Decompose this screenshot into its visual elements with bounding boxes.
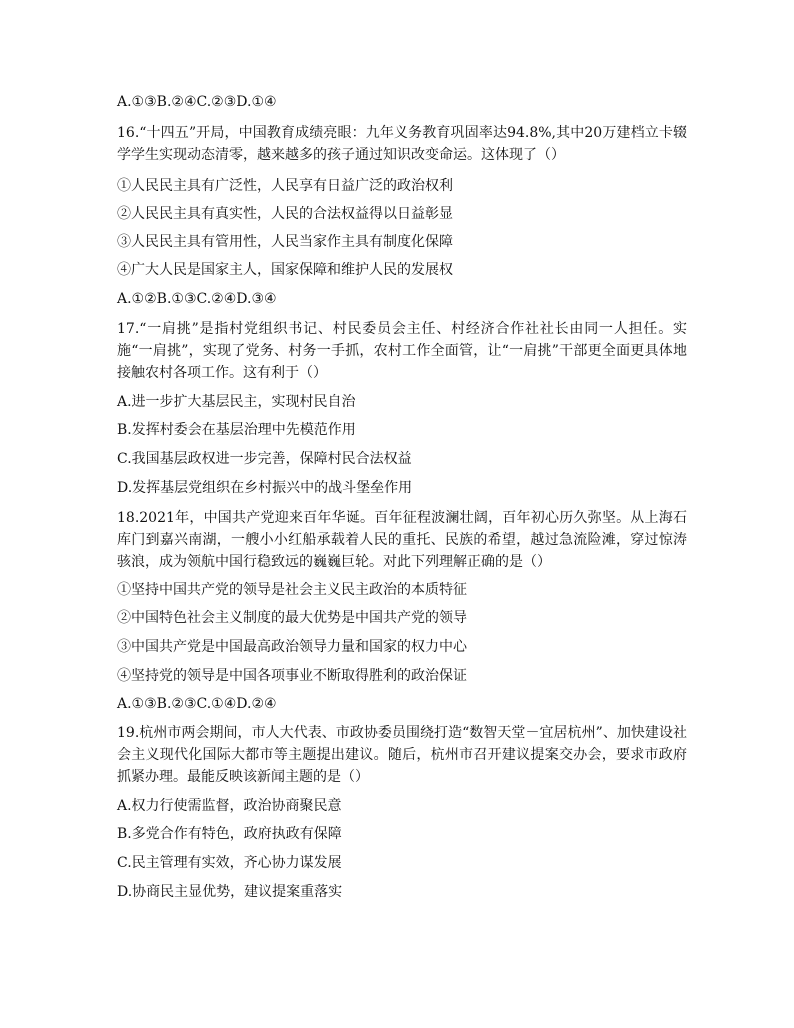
q19-option-b: B.多党合作有特色，政府执政有保障: [117, 826, 342, 842]
q16-statement-4: ④广大人民是国家主人，国家保障和维护人民的发展权: [117, 262, 453, 278]
q15-options: A.①③B.②④C.②③D.①④: [117, 94, 277, 110]
q16-statement-3: ③人民民主具有管用性，人民当家作主具有制度化保障: [117, 234, 453, 250]
q16-options: A.①②B.①③C.②④D.③④: [117, 291, 277, 307]
q17-option-a: A.进一步扩大基层民主，实现村民自治: [117, 394, 356, 410]
q18-statement-2: ②中国特色社会主义制度的最大优势是中国共产党的领导: [117, 610, 467, 626]
q17-option-c: C.我国基层政权进一步完善，保障村民合法权益: [117, 451, 412, 467]
q16-statement-1: ①人民民主具有广泛性，人民享有日益广泛的政治权利: [117, 178, 453, 194]
q19-option-d: D.协商民主显优势，建议提案重落实: [117, 884, 343, 900]
q18-statement-1: ①坚持中国共产党的领导是社会主义民主政治的本质特征: [117, 582, 467, 598]
q18-options: A.①③B.②③C.①④D.②④: [117, 696, 277, 712]
q18-stem: 18.2021年，中国共产党迎来百年华诞。百年征程波澜壮阔，百年初心历久弥坚。从上海石库门到嘉兴南湖，一艘小小红船承载着人民的重托、民族的希望，越过急流险滩，穿过惊涛骇浪，成为领航中国行稳致远的巍巍巨轮。对此下列理解正确的是（）: [117, 510, 687, 570]
q18-statement-3: ③中国共产党是中国最高政治领导力量和国家的权力中心: [117, 639, 467, 655]
q17-option-d: D.发挥基层党组织在乡村振兴中的战斗堡垒作用: [117, 480, 413, 496]
q18-statement-4: ④坚持党的领导是中国各项事业不断取得胜利的政治保证: [117, 668, 467, 684]
q16-stem: 16.“十四五”开局，中国教育成绩亮眼：九年义务教育巩固率达94.8%,其中20万建档立卡辍学学生实现动态清零，越来越多的孩子通过知识改变命运。这体现了（）: [117, 125, 687, 163]
q19-option-c: C.民主管理有实效，齐心协力谋发展: [117, 855, 342, 871]
q19-option-a: A.权力行使需监督，政治协商聚民意: [117, 798, 342, 814]
q16-statement-2: ②人民民主具有真实性，人民的合法权益得以日益彰显: [117, 206, 453, 222]
q17-stem: 17.“一肩挑”是指村党组织书记、村民委员会主任、村经济合作社社长由同一人担任。实施“一肩挑”，实现了党务、村务一手抓，农村工作全面管，让“一肩挑”干部更全面更具体地接触农村各项工作。这有利于（）: [117, 321, 687, 381]
q19-stem: 19.杭州市两会期间，市人大代表、市政协委员围绕打造“数智天堂－宜居杭州”、加快建设社会主义现代化国际大都市等主题提出建议。随后，杭州市召开建议提案交办会，要求市政府抓紧办理。最能反映该新闻主题的是（）: [117, 725, 687, 785]
q17-option-b: B.发挥村委会在基层治理中先模范作用: [117, 422, 356, 438]
